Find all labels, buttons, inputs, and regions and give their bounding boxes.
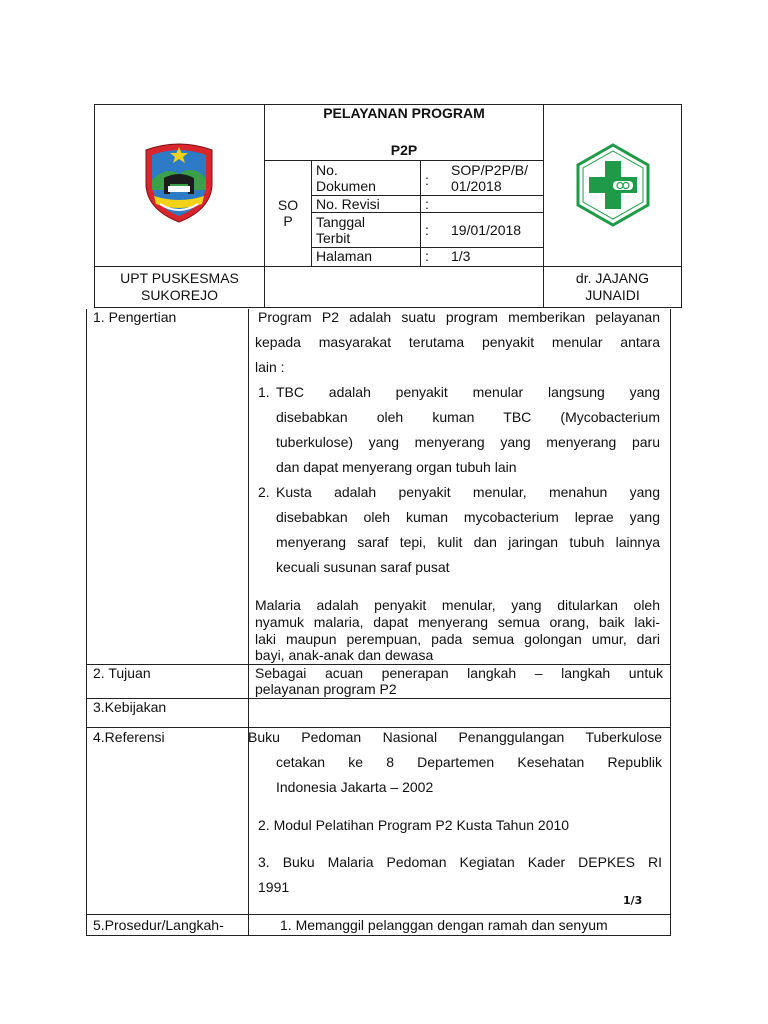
tujuan-line1: Sebagai acuan penerapan langkah – langkah untuk [255, 665, 663, 681]
malaria-line3: laki maupun perempuan, pada semua golongan umur, dari [255, 631, 660, 647]
document-title-line2: P2P [390, 142, 418, 158]
kusta-line2: disebabkan oleh kuman mycobacterium leprae yang [276, 509, 660, 525]
puskesmas-logo [575, 143, 651, 227]
malaria-line1: Malaria adalah penyakit menular, yang ditularkan oleh [255, 597, 660, 613]
list-number-kusta: 2. [258, 484, 270, 500]
malaria-line2: nyamuk malaria, dapat menyerang semua orang, baik laki- [255, 614, 660, 630]
field-value-doc-number-2: 01/2018 [451, 178, 502, 194]
field-colon-doc-number: : [425, 172, 429, 188]
field-label-page: Halaman [316, 248, 373, 264]
field-colon-page: : [425, 248, 429, 264]
content-column-divider [248, 309, 249, 936]
referensi-3-line1: 3. Buku Malaria Pedoman Kegiatan Kader DEPKES RI [258, 854, 662, 870]
tujuan-line2: pelayanan program P2 [255, 681, 397, 697]
sop-label-line1: SO [277, 197, 299, 213]
kusta-line3: menyerang saraf tepi, kulit dan jaringan tubuh lainnya [276, 534, 660, 550]
page-number: 1/3 [623, 894, 643, 907]
field-label-date-1: Tanggal [316, 214, 366, 230]
prosedur-step-1: 1. Memanggil pelanggan dengan ramah dan senyum [280, 917, 608, 933]
content-row-referensi [86, 727, 671, 728]
section-label-kebijakan: 3.Kebijakan [93, 699, 167, 715]
referensi-3-line2: 1991 [258, 879, 290, 895]
field-label-date-2: Terbit [316, 230, 351, 246]
content-row-prosedur [86, 914, 671, 915]
section-label-tujuan: 2. Tujuan [93, 665, 151, 681]
head-name-line2: JUNAIDI [585, 287, 640, 303]
field-colon-revision: : [425, 196, 429, 212]
referensi-1-line3: Indonesia Jakarta – 2002 [276, 779, 434, 795]
list-number-tbc: 1. [258, 384, 270, 400]
content-row-kebijakan [86, 698, 671, 699]
pengertian-intro-line3: lain : [255, 359, 285, 375]
header-row-2 [311, 212, 544, 213]
header-border-right [681, 104, 682, 307]
document-title-line1: PELAYANAN PROGRAM [323, 105, 485, 121]
field-value-doc-number-1: SOP/P2P/B/ [451, 162, 529, 178]
organization-name-line2: SUKOREJO [140, 287, 218, 303]
pengertian-intro-line2: kepada masyarakat terutama penyakit menular antara [255, 334, 660, 350]
header-row-bottom [94, 266, 682, 267]
content-border-right [670, 309, 671, 936]
header-divider-colon [420, 160, 421, 266]
header-row-title [264, 160, 544, 161]
section-label-prosedur: 5.Prosedur/Langkah- [93, 917, 224, 933]
tbc-line1: TBC adalah penyakit menular langsung yang [276, 384, 660, 400]
referensi-1-line1: Buku Pedoman Nasional Penanggulangan Tuberkulose [248, 729, 662, 745]
content-border-bottom [86, 935, 671, 936]
head-name-line1: dr. JAJANG [575, 270, 650, 286]
tbc-line3: tuberkulose) yang menyerang yang menyerang paru [276, 434, 660, 450]
pengertian-intro-line1: Program P2 adalah suatu program memberikan pelayanan [258, 309, 660, 325]
kusta-line1: Kusta adalah penyakit menular, menahun yang [276, 484, 660, 500]
sop-label-line2: P [283, 213, 293, 229]
field-label-doc-number-2: Dokumen [316, 178, 376, 194]
section-label-pengertian: 1. Pengertian [93, 309, 177, 325]
header-border-bottom [94, 307, 682, 308]
referensi-1-line2: cetakan ke 8 Departemen Kesehatan Republik [276, 754, 662, 770]
field-label-revision: No. Revisi [316, 196, 380, 212]
field-value-page: 1/3 [451, 248, 471, 264]
content-border-left [86, 309, 87, 936]
tbc-line4: dan dapat menyerang organ tubuh lain [276, 459, 517, 475]
organization-name-line1: UPT PUSKESMAS [120, 270, 239, 286]
referensi-2: 2. Modul Pelatihan Program P2 Kusta Tahun 2010 [258, 817, 570, 833]
regional-emblem-logo [142, 140, 216, 224]
malaria-line4: bayi, anak-anak dan dewasa [255, 647, 434, 663]
field-value-date: 19/01/2018 [451, 222, 522, 238]
section-label-referensi: 4.Referensi [93, 729, 165, 745]
header-divider-sop [311, 160, 312, 266]
kusta-line4: kecuali susunan saraf pusat [276, 559, 450, 575]
field-label-doc-number-1: No. [316, 162, 338, 178]
tbc-line2: disebabkan oleh kuman TBC (Mycobacterium [276, 409, 660, 425]
field-colon-date: : [425, 222, 429, 238]
